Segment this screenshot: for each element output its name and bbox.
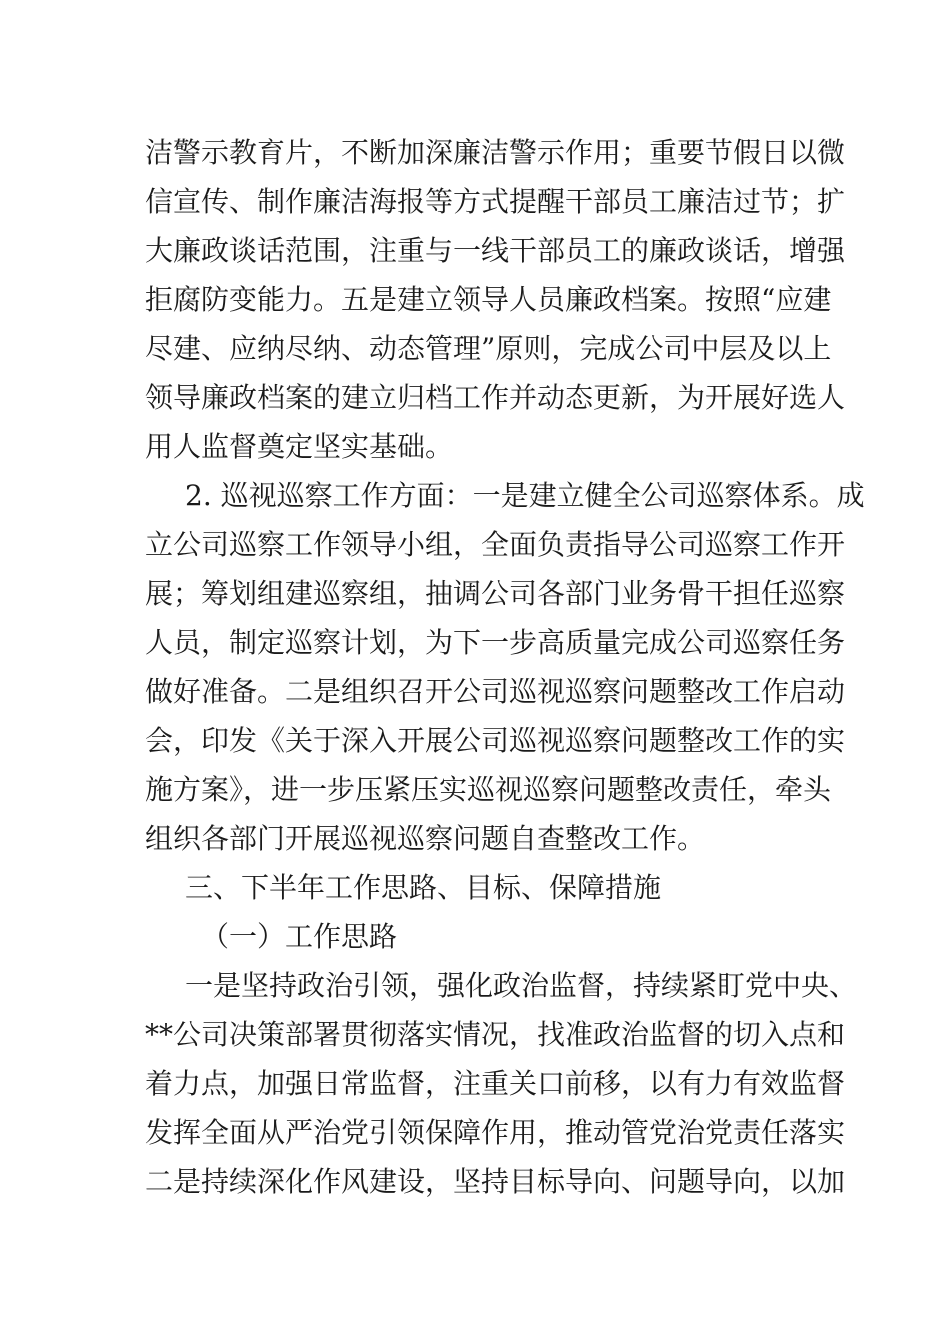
paragraph-line: 信宣传、制作廉洁海报等方式提醒干部员工廉洁过节；扩 [145,185,846,218]
document-body [145,128,865,1206]
paragraph-line: **公司决策部署贯彻落实情况，找准政治监督的切入点和 [145,1018,846,1051]
paragraph-line: 领导廉政档案的建立归档工作并动态更新，为开展好选人 [145,381,846,414]
subsection-heading: （一）工作思路 [201,920,398,953]
paragraph-line: 尽建、应纳尽纳、动态管理”原则，完成公司中层及以上 [145,332,832,365]
paragraph-line: 组织各部门开展巡视巡察问题自查整改工作。 [145,822,706,855]
paragraph-line: 着力点，加强日常监督，注重关口前移，以有力有效监督 [145,1067,846,1100]
paragraph-line: 会，印发《关于深入开展公司巡视巡察问题整改工作的实 [145,724,846,757]
section-heading: 三、下半年工作思路、目标、保障措施 [185,871,662,904]
paragraph-line: 立公司巡察工作领导小组，全面负责指导公司巡察工作开 [145,528,846,561]
paragraph-line: 展；筹划组建巡察组，抽调公司各部门业务骨干担任巡察 [145,577,846,610]
paragraph-line: 发挥全面从严治党引领保障作用，推动管党治党责任落实 [145,1116,846,1149]
paragraph-line: 人员，制定巡察计划，为下一步高质量完成公司巡察任务 [145,626,846,659]
paragraph-line: 大廉政谈话范围，注重与一线干部员工的廉政谈话，增强 [145,234,846,267]
paragraph-line: 二是持续深化作风建设，坚持目标导向、问题导向，以加 [145,1165,846,1198]
paragraph-line: 一是坚持政治引领，强化政治监督，持续紧盯党中央、 [185,969,858,1002]
paragraph-line: 做好准备。二是组织召开公司巡视巡察问题整改工作启动 [145,675,846,708]
paragraph-line: 施方案》，进一步压紧压实巡视巡察问题整改责任，牵头 [145,773,832,806]
paragraph-line: 拒腐防变能力。五是建立领导人员廉政档案。按照“应建 [145,283,832,316]
section-item-heading: 2. 巡视巡察工作方面：一是建立健全公司巡察体系。成 [185,479,865,512]
paragraph-line: 洁警示教育片，不断加深廉洁警示作用；重要节假日以微 [145,136,846,169]
paragraph-line: 用人监督奠定坚实基础。 [145,430,454,463]
